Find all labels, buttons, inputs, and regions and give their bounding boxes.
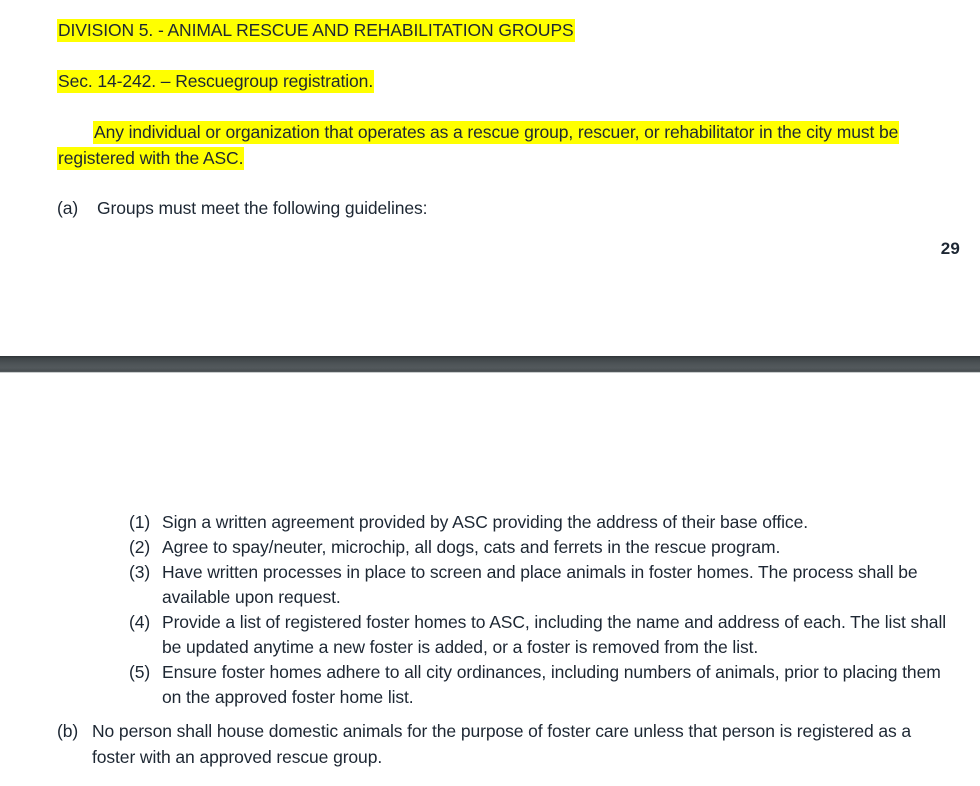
document-page-bottom (0, 373, 980, 786)
list-item (129, 510, 949, 535)
list-item-text: Agree to spay/neuter, microchip, all dogs, cats and ferrets in the rescue program. (162, 537, 781, 557)
clause-b-text: No person shall house domestic animals for the purpose of foster care unless that person is registered as a foster with an approved rescue group. (92, 721, 912, 767)
list-item-text: Ensure foster homes adhere to all city ordinances, including numbers of animals, prior to placing them on the approved foster home list. (162, 662, 941, 707)
section-heading-text: Sec. 14-242. – Rescuegroup registration. (58, 71, 374, 91)
document-page-top (0, 0, 980, 356)
list-item-marker: (4) (129, 612, 151, 632)
list-item (129, 660, 949, 710)
list-item (129, 610, 949, 660)
list-item (129, 560, 949, 610)
list-item-text: Sign a written agreement provided by ASC providing the address of their base office. (162, 512, 808, 532)
page-number: 29 (940, 239, 960, 258)
list-item-marker: (5) (129, 662, 151, 682)
list-item (129, 535, 949, 560)
intro-paragraph (57, 119, 937, 171)
clause-a-text: Groups must meet the following guidelines: (97, 198, 428, 218)
guidelines-list (129, 510, 949, 710)
clause-b-marker: (b) (57, 721, 79, 741)
division-title (57, 18, 575, 43)
list-item-marker: (3) (129, 562, 151, 582)
clause-a-marker: (a) (57, 198, 79, 218)
clause-a (57, 196, 427, 221)
list-item-text: Provide a list of registered foster homes to ASC, including the name and address of each. The list shall be updated anytime a new foster is added, or a foster is removed from the list. (162, 612, 947, 657)
list-item-text: Have written processes in place to screen and place animals in foster homes. The process shall be available upon request. (162, 562, 918, 607)
intro-paragraph-text: Any individual or organization that operates as a rescue group, rescuer, or rehabilitator in the city must be registered with the ASC. (58, 122, 899, 168)
page-separator-bar (0, 356, 980, 373)
clause-b (57, 718, 922, 770)
list-item-marker: (2) (129, 537, 151, 557)
section-heading (57, 69, 374, 94)
list-item-marker: (1) (129, 512, 151, 532)
division-title-text: DIVISION 5. - ANIMAL RESCUE AND REHABILITATION GROUPS (58, 20, 574, 40)
